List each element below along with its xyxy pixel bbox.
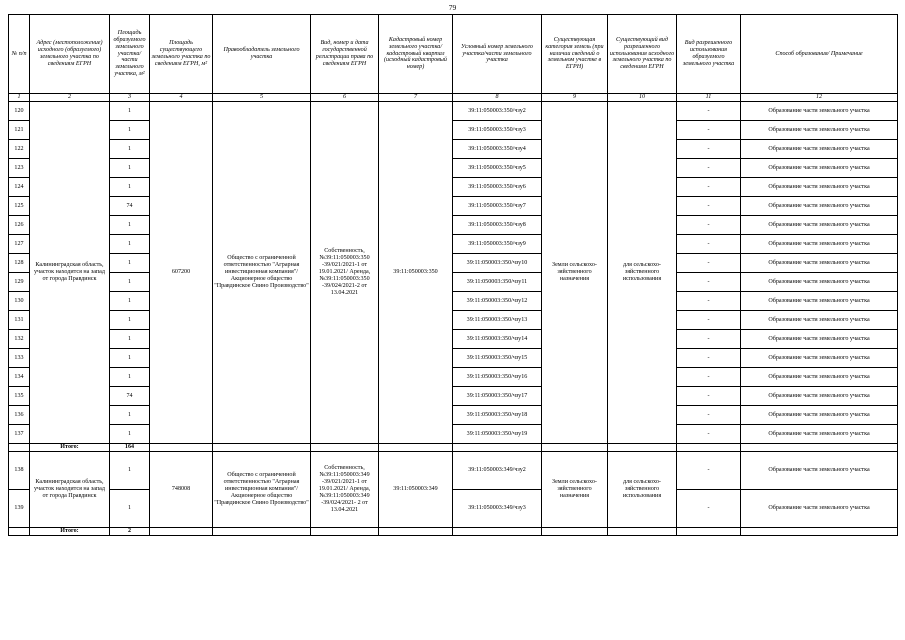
area-cell: 1: [110, 273, 150, 292]
table-row: [9, 216, 898, 235]
category-cell: Земли сельскохо-зяйственного назначения: [542, 452, 608, 528]
total-spacer: [9, 528, 30, 536]
category-cell: Земли сельскохо-зяйственного назначения: [542, 102, 608, 444]
column-number: 11: [677, 94, 741, 102]
permitted-use-cell: -: [677, 216, 741, 235]
table-row: [9, 452, 898, 490]
column-number: 7: [379, 94, 453, 102]
column-numbers-row: [9, 94, 898, 102]
conditional-number-cell: 39:11:050003:349/чзу2: [453, 452, 542, 490]
row-number: 134: [9, 368, 30, 387]
formation-method-cell: Образование части земельного участка: [741, 406, 898, 425]
total-empty-cell: [542, 528, 608, 536]
column-number: 1: [9, 94, 30, 102]
row-number: 123: [9, 159, 30, 178]
formation-method-cell: Образование части земельного участка: [741, 197, 898, 216]
conditional-number-cell: 39:11:050003:350/чзу11: [453, 273, 542, 292]
conditional-number-cell: 39:11:050003:350/чзу17: [453, 387, 542, 406]
owner-cell: Общество с ограниченной ответственностью "Аграрная инвестиционная компания"/ Акционерное общество "Правдинское Свино Производство": [213, 452, 311, 528]
table-row: [9, 140, 898, 159]
permitted-use-cell: -: [677, 387, 741, 406]
permitted-use-cell: -: [677, 311, 741, 330]
conditional-number-cell: 39:11:050003:350/чзу12: [453, 292, 542, 311]
total-empty-cell: [311, 528, 379, 536]
formation-method-cell: Образование части земельного участка: [741, 216, 898, 235]
table-row: [9, 330, 898, 349]
table-row: [9, 178, 898, 197]
table-row: [9, 159, 898, 178]
row-number: 125: [9, 197, 30, 216]
row-number: 133: [9, 349, 30, 368]
row-number: 131: [9, 311, 30, 330]
cadastral-number-cell: 39:11:050003:350: [379, 102, 453, 444]
total-row: [9, 528, 898, 536]
table-row: [9, 311, 898, 330]
total-empty-cell: [311, 444, 379, 452]
table-header: [9, 15, 898, 102]
conditional-number-cell: 39:11:050003:350/чзу9: [453, 235, 542, 254]
conditional-number-cell: 39:11:050003:350/чзу3: [453, 121, 542, 140]
registration-cell: Собственность, №39:11:050003:349 -39/021/2021-1 от 19.01.2021/ Аренда, №39:11:050003:349 -39/024/2021- 2 от 13.04.2021: [311, 452, 379, 528]
table-row: [9, 292, 898, 311]
permitted-use-cell: -: [677, 102, 741, 121]
column-number: 10: [608, 94, 677, 102]
column-number: 12: [741, 94, 898, 102]
total-spacer: [9, 444, 30, 452]
table-row: [9, 273, 898, 292]
total-empty-cell: [542, 444, 608, 452]
conditional-number-cell: 39:11:050003:350/чзу16: [453, 368, 542, 387]
conditional-number-cell: 39:11:050003:350/чзу19: [453, 425, 542, 444]
formation-method-cell: Образование части земельного участка: [741, 387, 898, 406]
permitted-use-cell: -: [677, 178, 741, 197]
table-row: [9, 349, 898, 368]
area-cell: 1: [110, 121, 150, 140]
total-empty-cell: [213, 528, 311, 536]
formation-method-cell: Образование части земельного участка: [741, 273, 898, 292]
area-cell: 74: [110, 387, 150, 406]
total-empty-cell: [453, 444, 542, 452]
formation-method-cell: Образование части земельного участка: [741, 452, 898, 490]
table-row: [9, 121, 898, 140]
row-number: 129: [9, 273, 30, 292]
area-cell: 1: [110, 452, 150, 490]
permitted-use-cell: -: [677, 254, 741, 273]
permitted-use-cell: -: [677, 425, 741, 444]
row-number: 139: [9, 490, 30, 528]
permitted-use-cell: -: [677, 490, 741, 528]
total-empty-cell: [741, 444, 898, 452]
owner-cell: Общество с ограниченной ответственностью "Аграрная инвестиционная компания"/ Акционерное общество "Правдинское Свино Производство": [213, 102, 311, 444]
area-cell: 1: [110, 368, 150, 387]
table-row: [9, 406, 898, 425]
conditional-number-cell: 39:11:050003:350/чзу4: [453, 140, 542, 159]
permitted-use-cell: -: [677, 235, 741, 254]
header-owner: Правообладатель земельного участка: [213, 15, 311, 94]
total-empty-cell: [741, 528, 898, 536]
column-number: 3: [110, 94, 150, 102]
permitted-use-cell: -: [677, 140, 741, 159]
area-cell: 1: [110, 425, 150, 444]
row-number: 137: [9, 425, 30, 444]
header-registration: Вид, номер и дата государственной регистрации права по сведениям ЕГРН: [311, 15, 379, 94]
formation-method-cell: Образование части земельного участка: [741, 235, 898, 254]
area-cell: 74: [110, 197, 150, 216]
table-row: [9, 490, 898, 528]
header-cadastral: Кадастровый номер земельного участка/ кадастровый квартал (исходный кадастровый номер): [379, 15, 453, 94]
total-row: [9, 444, 898, 452]
total-empty-cell: [150, 444, 213, 452]
formation-method-cell: Образование части земельного участка: [741, 121, 898, 140]
land-plots-table: [8, 14, 898, 536]
registration-cell: Собственность, №39:11:050003:350 -39/021/2021-1 от 19.01.2021/ Аренда, №39:11:050003:350 -39/024/2021-2 от 13.04.2021: [311, 102, 379, 444]
table-body: [9, 102, 898, 536]
table-row: [9, 387, 898, 406]
header-category: Существующая категория земель (при наличии сведений о земельном участке в ЕГРН): [542, 15, 608, 94]
column-number: 4: [150, 94, 213, 102]
header-existing-use: Существующий вид разрешенного использования исходного земельного участка по сведениям ЕГРН: [608, 15, 677, 94]
permitted-use-cell: -: [677, 368, 741, 387]
permitted-use-cell: -: [677, 159, 741, 178]
row-number: 130: [9, 292, 30, 311]
row-number: 138: [9, 452, 30, 490]
existing-use-cell: для сельскохо-зяйственного использования: [608, 102, 677, 444]
conditional-number-cell: 39:11:050003:350/чзу15: [453, 349, 542, 368]
row-number: 135: [9, 387, 30, 406]
header-number: № п/п: [9, 15, 30, 94]
address-cell: Калининградская область, участок находится на запад от города Правдинск: [30, 452, 110, 528]
formation-method-cell: Образование части земельного участка: [741, 425, 898, 444]
conditional-number-cell: 39:11:050003:349/чзу3: [453, 490, 542, 528]
row-number: 122: [9, 140, 30, 159]
permitted-use-cell: -: [677, 197, 741, 216]
permitted-use-cell: -: [677, 121, 741, 140]
conditional-number-cell: 39:11:050003:350/чзу5: [453, 159, 542, 178]
area-cell: 1: [110, 216, 150, 235]
row-number: 121: [9, 121, 30, 140]
column-number: 5: [213, 94, 311, 102]
table-row: [9, 102, 898, 121]
row-number: 136: [9, 406, 30, 425]
area-cell: 1: [110, 349, 150, 368]
table-row: [9, 425, 898, 444]
table-row: [9, 197, 898, 216]
column-number: 2: [30, 94, 110, 102]
table-row: [9, 368, 898, 387]
total-empty-cell: [608, 444, 677, 452]
total-empty-cell: [677, 444, 741, 452]
total-empty-cell: [608, 528, 677, 536]
conditional-number-cell: 39:11:050003:350/чзу2: [453, 102, 542, 121]
permitted-use-cell: -: [677, 330, 741, 349]
permitted-use-cell: -: [677, 406, 741, 425]
area-cell: 1: [110, 178, 150, 197]
area-cell: 1: [110, 490, 150, 528]
formation-method-cell: Образование части земельного участка: [741, 490, 898, 528]
conditional-number-cell: 39:11:050003:350/чзу6: [453, 178, 542, 197]
row-number: 126: [9, 216, 30, 235]
row-number: 132: [9, 330, 30, 349]
area-cell: 1: [110, 292, 150, 311]
header-conditional-number: Условный номер земельного участка/части земельного участка: [453, 15, 542, 94]
header-new-use: Вид разрешенного использования образуемого земельного участка: [677, 15, 741, 94]
address-cell: Калининградская область, участок находится на запад от города Правдинск: [30, 102, 110, 444]
total-value: 164: [110, 444, 150, 452]
permitted-use-cell: -: [677, 273, 741, 292]
row-number: 124: [9, 178, 30, 197]
area-cell: 1: [110, 159, 150, 178]
formation-method-cell: Образование части земельного участка: [741, 140, 898, 159]
total-empty-cell: [677, 528, 741, 536]
conditional-number-cell: 39:11:050003:350/чзу7: [453, 197, 542, 216]
header-new-area: Площадь образуемого земельного участка/ части земельного участка, м²: [110, 15, 150, 94]
area-cell: 1: [110, 330, 150, 349]
total-empty-cell: [150, 528, 213, 536]
formation-method-cell: Образование части земельного участка: [741, 102, 898, 121]
conditional-number-cell: 39:11:050003:350/чзу10: [453, 254, 542, 273]
formation-method-cell: Образование части земельного участка: [741, 368, 898, 387]
column-number: 6: [311, 94, 379, 102]
table-row: [9, 254, 898, 273]
page-number: 79: [448, 3, 457, 12]
formation-method-cell: Образование части земельного участка: [741, 349, 898, 368]
formation-method-cell: Образование части земельного участка: [741, 254, 898, 273]
area-cell: 1: [110, 235, 150, 254]
total-empty-cell: [379, 528, 453, 536]
formation-method-cell: Образование части земельного участка: [741, 292, 898, 311]
formation-method-cell: Образование части земельного участка: [741, 330, 898, 349]
area-cell: 1: [110, 102, 150, 121]
existing-area-cell: 607200: [150, 102, 213, 444]
total-empty-cell: [379, 444, 453, 452]
row-number: 127: [9, 235, 30, 254]
existing-area-cell: 748008: [150, 452, 213, 528]
cadastral-number-cell: 39:11:050003:349: [379, 452, 453, 528]
column-number: 8: [453, 94, 542, 102]
total-label: Итого:: [30, 444, 110, 452]
area-cell: 1: [110, 311, 150, 330]
column-number: 9: [542, 94, 608, 102]
conditional-number-cell: 39:11:050003:350/чзу14: [453, 330, 542, 349]
total-value: 2: [110, 528, 150, 536]
permitted-use-cell: -: [677, 349, 741, 368]
area-cell: 1: [110, 254, 150, 273]
formation-method-cell: Образование части земельного участка: [741, 159, 898, 178]
area-cell: 1: [110, 406, 150, 425]
conditional-number-cell: 39:11:050003:350/чзу18: [453, 406, 542, 425]
header-existing-area: Площадь существующего земельного участка по сведениям ЕГРН, м²: [150, 15, 213, 94]
conditional-number-cell: 39:11:050003:350/чзу8: [453, 216, 542, 235]
permitted-use-cell: -: [677, 452, 741, 490]
header-address: Адрес (местоположение) исходного (образуемого) земельного участка по сведениям ЕГРН: [30, 15, 110, 94]
permitted-use-cell: -: [677, 292, 741, 311]
header-method: Способ образования/ Примечание: [741, 15, 898, 94]
row-number: 128: [9, 254, 30, 273]
row-number: 120: [9, 102, 30, 121]
table-row: [9, 235, 898, 254]
formation-method-cell: Образование части земельного участка: [741, 311, 898, 330]
conditional-number-cell: 39:11:050003:350/чзу13: [453, 311, 542, 330]
total-empty-cell: [213, 444, 311, 452]
total-label: Итого:: [30, 528, 110, 536]
total-empty-cell: [453, 528, 542, 536]
formation-method-cell: Образование части земельного участка: [741, 178, 898, 197]
existing-use-cell: для сельскохо-зяйственного использования: [608, 452, 677, 528]
area-cell: 1: [110, 140, 150, 159]
